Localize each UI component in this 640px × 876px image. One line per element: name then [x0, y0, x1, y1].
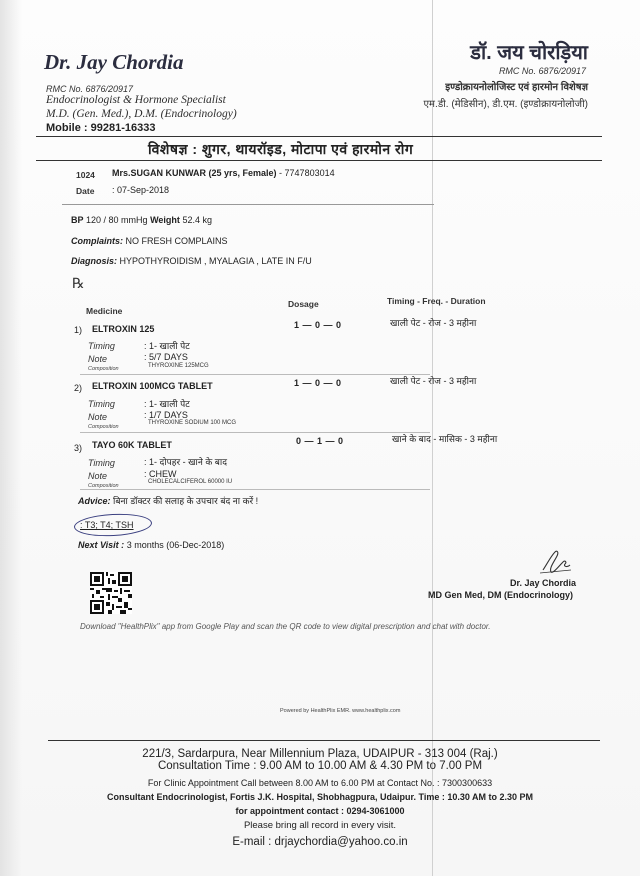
medicine-2-divider: [80, 432, 430, 433]
vitals-line: [71, 215, 212, 225]
mobile-number: Mobile : 99281-16333: [46, 122, 156, 134]
next-visit-value: 3 months (06-Dec-2018): [126, 540, 225, 550]
diagnosis-label: Diagnosis:: [71, 256, 118, 266]
next-visit-line: [78, 540, 224, 550]
hospital-appointment-contact: for appointment contact : 0294-3061000: [235, 806, 405, 816]
medicine-1-timing-label: Timing: [88, 341, 115, 351]
medicine-3-note: : CHEW: [144, 469, 177, 479]
medicine-1-composition: THYROXINE 125MCG: [148, 363, 209, 369]
complaints-line: [71, 236, 228, 246]
medicine-2-composition: THYROXINE SODIUM 100 MCG: [148, 420, 237, 426]
advice-label: Advice:: [78, 496, 111, 506]
medicine-2-timing: : 1- खाली पेट: [144, 399, 190, 409]
medicine-1-composition-label: Composition: [88, 366, 119, 372]
medicine-3-name: TAYO 60K TABLET: [92, 440, 172, 450]
signature-scribble: [537, 546, 573, 576]
advice-line: [78, 494, 258, 507]
doctor-name-english: Dr. Jay Chordia: [44, 50, 184, 74]
specialist-hindi-line-1: इण्डोक्रायनोलोजिस्ट एवं हारमोन विशेषज्ञ: [445, 82, 588, 93]
medicine-1-note-label: Note: [88, 354, 108, 364]
rx-symbol-icon: ℞: [72, 276, 85, 292]
download-app-note: Download "HealthPlix" app from Google Play and scan the QR code to view digital prescription and chat with doctor.: [80, 622, 491, 631]
clinic-email: E-mail : drjaychordia@yahoo.co.in: [232, 836, 408, 848]
medicine-3-note-label: Note: [88, 471, 108, 481]
medicine-3-composition: CHOLECALCIFEROL 60000 IU: [148, 479, 233, 485]
medicine-2-dose: 1 — 0 — 0: [294, 378, 342, 388]
next-visit-label: Next Visit :: [78, 540, 125, 550]
appointment-contact: For Clinic Appointment Call between 8.00 AM to 6.00 PM at Contact No. : 7300300633: [147, 778, 493, 788]
speciality-banner: विशेषज्ञ : शुगर, थायरॉइड, मोटापा एवं हारमोन रोग: [148, 141, 414, 157]
medicine-2-frequency: खाली पेट - रोज - 3 महीना: [390, 376, 477, 386]
dosage-column-header: Dosage: [288, 299, 319, 309]
patient-details: [112, 168, 335, 178]
medicine-2-note: : 1/7 DAYS: [144, 410, 188, 420]
diagnosis-value: HYPOTHYROIDISM , MYALAGIA , LATE IN F/U: [119, 256, 312, 266]
records-reminder: Please bring all record in every visit.: [243, 820, 397, 831]
qr-code-icon: [90, 572, 132, 614]
medicine-1-dose: 1 — 0 — 0: [294, 320, 342, 330]
patient-id: 1024: [76, 170, 95, 180]
medicine-3-divider: [80, 489, 430, 490]
medicine-2-note-label: Note: [88, 412, 108, 422]
medicine-2-number: 2): [74, 383, 83, 393]
medicine-3-frequency: खाने के बाद - मासिक - 3 महीना: [392, 434, 498, 444]
header-rule-bottom: [36, 160, 602, 161]
date-label: Date: [76, 186, 95, 196]
medicine-1-timing: : 1- खाली पेट: [144, 341, 190, 351]
weight-value: 52.4 kg: [182, 215, 212, 225]
timing-column-header: Timing - Freq. - Duration: [387, 296, 486, 306]
bp-value: 120 / 80 mmHg: [86, 215, 148, 225]
medicine-1-frequency: खाली पेट - रोज - 3 महीना: [390, 318, 477, 328]
specialist-line-1: Endocrinologist & Hormone Specialist: [46, 94, 226, 106]
patient-name: Mrs.SUGAN KUNWAR (25 yrs, Female): [112, 168, 277, 178]
complaints-label: Complaints:: [71, 236, 124, 246]
signatory-name: Dr. Jay Chordia: [510, 578, 577, 588]
patient-rule: [62, 204, 434, 205]
rmc-number-left: RMC No. 6876/20917: [46, 84, 134, 94]
medicine-3-timing-label: Timing: [88, 458, 115, 468]
bp-label: BP: [71, 215, 84, 225]
footer-rule: [48, 740, 600, 741]
medicine-3-number: 3): [74, 443, 83, 453]
specialist-line-2: M.D. (Gen. Med.), D.M. (Endocrinology): [46, 108, 237, 120]
header-rule-top: [36, 136, 602, 137]
investigation-tests: : T3; T4; TSH: [80, 520, 134, 530]
medicine-3-timing: : 1- दोपहर - खाने के बाद: [144, 457, 228, 467]
medicine-2-name: ELTROXIN 100MCG TABLET: [92, 381, 213, 391]
medicine-1-name: ELTROXIN 125: [92, 324, 155, 334]
medicine-2-composition-label: Composition: [88, 424, 119, 430]
medicine-column-header: Medicine: [86, 306, 123, 316]
weight-label: Weight: [150, 215, 180, 225]
medicine-1-number: 1): [74, 325, 83, 335]
advice-value: बिना डॉक्टर की सलाह के उपचार बंद ना करें !: [113, 496, 259, 506]
complaints-value: NO FRESH COMPLAINS: [125, 236, 228, 246]
powered-by-note: Powered by HealthPlix EMR. www.healthplix.com: [280, 708, 401, 714]
consultant-hospital-line: Consultant Endocrinologist, Fortis J.K. Hospital, Shobhagpura, Udaipur. Time : 10.30 AM to 2.30 PM: [106, 792, 534, 802]
diagnosis-line: [71, 256, 312, 266]
medicine-2-timing-label: Timing: [88, 399, 115, 409]
visit-date: : 07-Sep-2018: [112, 185, 170, 195]
medicine-1-divider: [80, 374, 430, 375]
signatory-degree: MD Gen Med, DM (Endocrinology): [428, 590, 573, 600]
consultation-time: Consultation Time : 9.00 AM to 10.00 AM & 4.30 PM to 7.00 PM: [157, 760, 483, 772]
medicine-1-note: : 5/7 DAYS: [144, 352, 188, 362]
medicine-3-dose: 0 — 1 — 0: [296, 436, 344, 446]
medicine-3-composition-label: Composition: [88, 483, 119, 489]
doctor-name-hindi: डॉ. जय चोरड़िया: [470, 42, 588, 64]
specialist-hindi-line-2: एम.डी. (मेडिसीन), डी.एम. (इण्डोक्रायनोलोजी): [423, 99, 588, 110]
scan-shadow: [0, 0, 22, 876]
rmc-number-right: RMC No. 6876/20917: [498, 66, 586, 76]
clinic-address: 221/3, Sardarpura, Near Millennium Plaza, UDAIPUR - 313 004 (Raj.): [142, 748, 498, 760]
patient-phone: - 7747803014: [276, 168, 335, 178]
